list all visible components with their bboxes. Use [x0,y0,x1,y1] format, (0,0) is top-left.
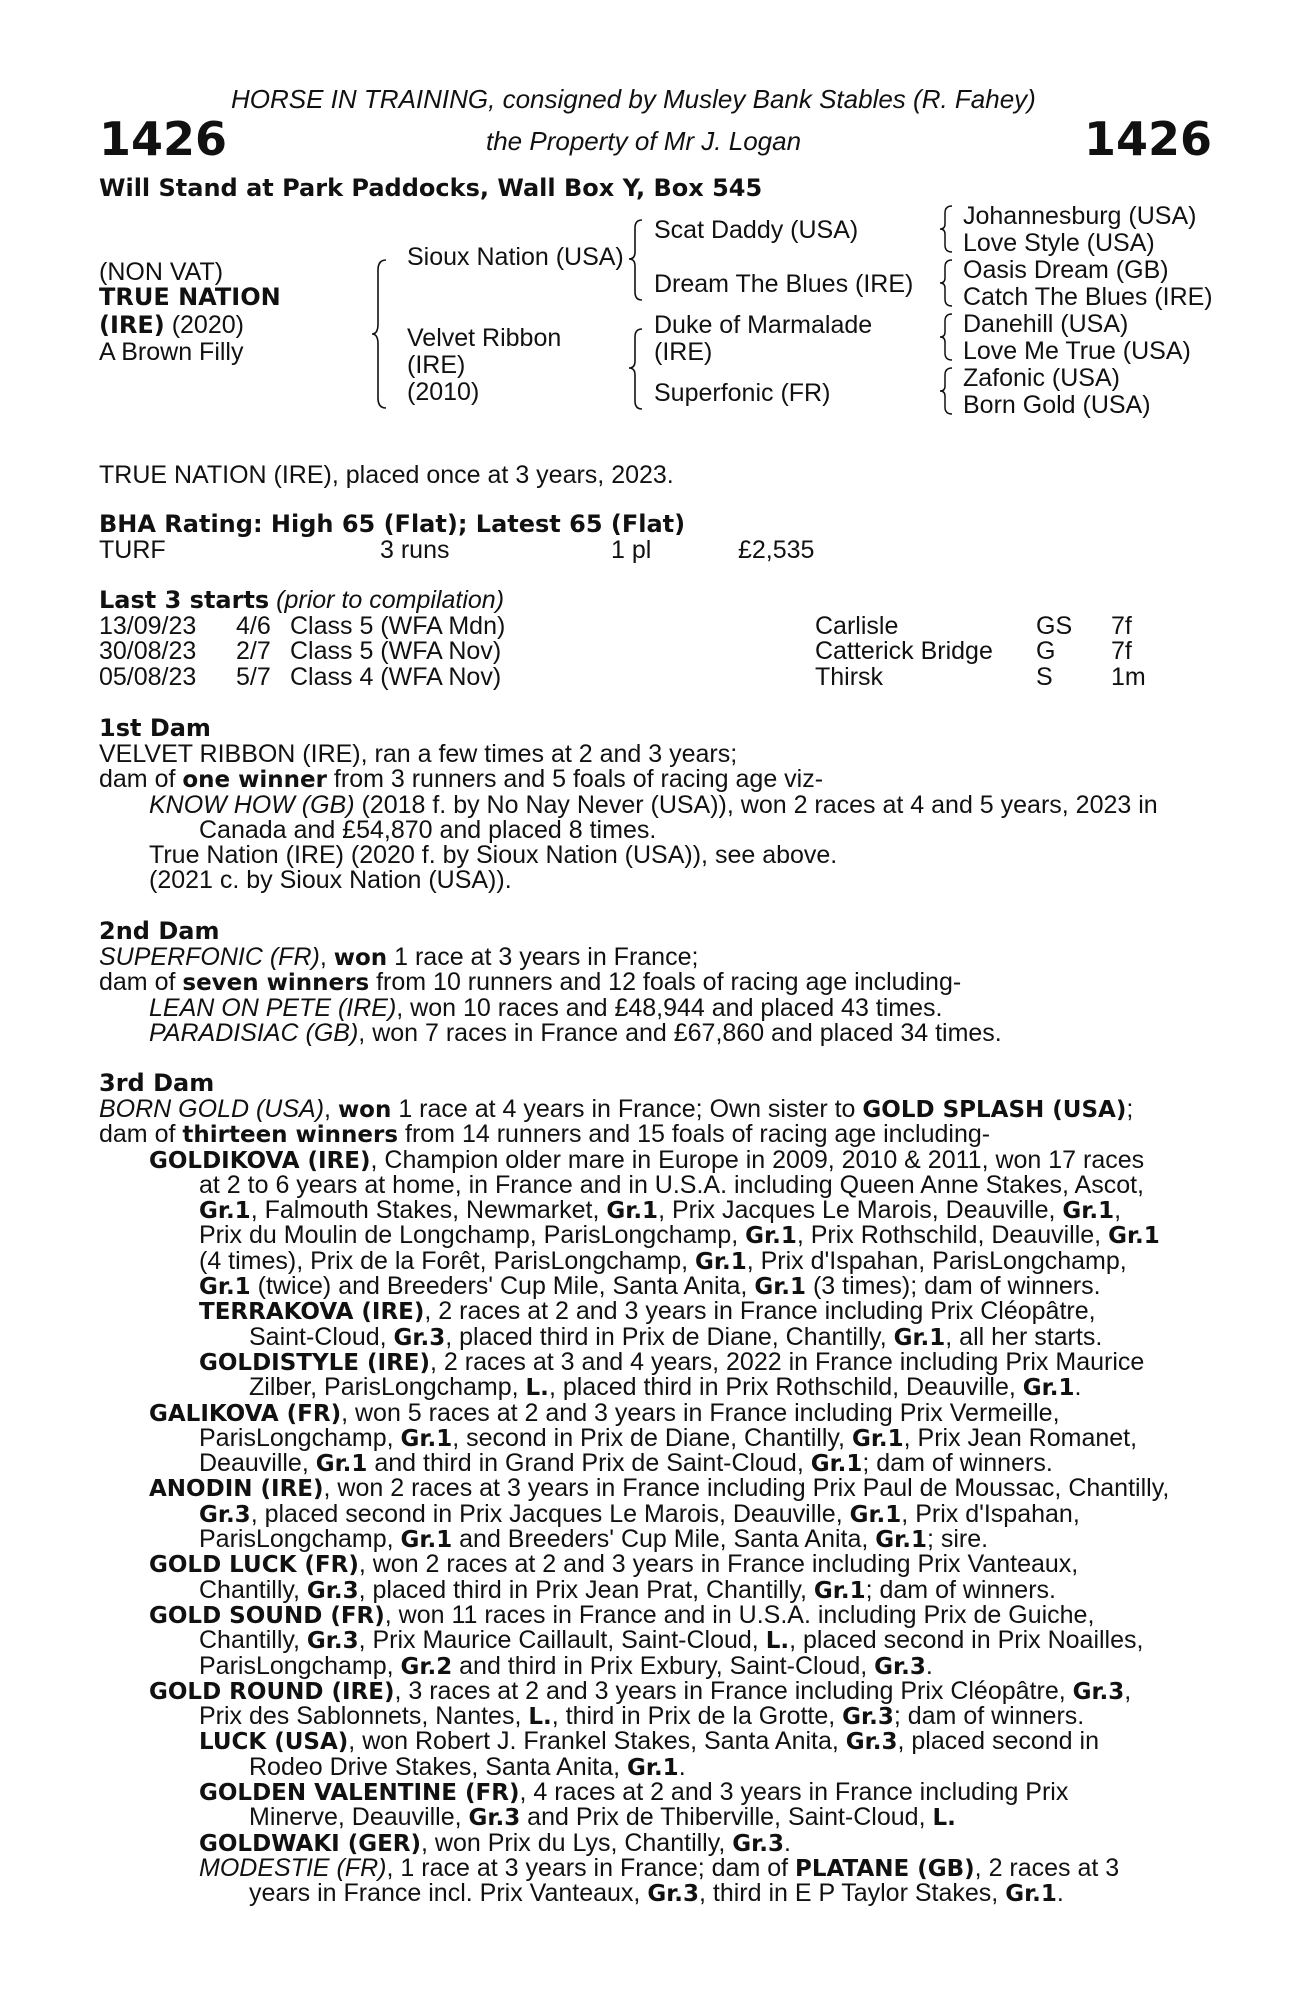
produce-anodin: ANODIN (IRE), won 2 races at 3 years in France including Prix Paul de Moussac, Chantilly, Gr.3, placed second in Prix Jacques Le Marois, Deauville, Gr.1, Prix d'Ispahan, ParisLongchamp, Gr.1 and Breeders' Cup Mile, Santa Anita, Gr.1; sire. [149,1474,1170,1554]
pedigree-brace-3c [938,312,954,362]
pedigree-ddd: Born Gold (USA) [963,391,1151,419]
dam1-produce: KNOW HOW (GB) (2018 f. by No Nay Never (USA)), won 2 races at 4 and 5 years, 2023 in Canada and £54,870 and placed 8 times. True Nation (IRE) (2020 f. by Sioux Nation (USA)), see above. (2021 c. by Sioux Nation (USA)). [149,793,1209,894]
start-position: 4/6 [236,612,271,640]
pedigree-sdd: Catch The Blues (IRE) [963,283,1213,311]
dam1-line2: dam of one winner from 3 runners and 5 foals of racing age viz- [99,765,824,794]
pedigree-dam-sire-line2: (IRE) [654,338,713,366]
pedigree-brace-main [370,258,390,410]
pedigree-brace-3b [938,258,954,308]
start-going: S [1036,662,1053,691]
dam1-produce-2: True Nation (IRE) (2020 f. by Sioux Nation (USA)), see above. [149,841,838,870]
dam2-produce-1: LEAN ON PETE (IRE), won 10 races and £48,944 and placed 43 times. [149,993,943,1022]
race-summary: TRUE NATION (IRE), placed once at 3 years, 2023. [99,461,674,489]
start-class: Class 5 (WFA Mdn) [290,612,506,640]
pedigree-brace-3a [938,204,954,254]
start-going: G [1036,637,1056,666]
produce-luck: LUCK (USA), won Robert J. Frankel Stakes, Santa Anita, Gr.3, placed second in Rodeo Drive Stakes, Santa Anita, Gr.1. [199,1727,1099,1781]
start-position: 5/7 [236,662,271,691]
pedigree-dam-dam: Superfonic (FR) [654,379,831,407]
start-date: 13/09/23 [99,612,197,640]
pedigree-sire: Sioux Nation (USA) [407,243,624,271]
rating-runs: 3 runs [380,536,450,564]
dam3-title: 3rd Dam [99,1069,215,1097]
dam1-line1: VELVET RIBBON (IRE), ran a few times at 2 and 3 years; [99,740,738,768]
property-line: the Property of Mr J. Logan [486,126,802,156]
produce-goldistyle: GOLDISTYLE (IRE), 2 races at 3 and 4 years, 2022 in France including Prix Maurice Zilber, ParisLongchamp, L., placed third in Prix Rothschild, Deauville, Gr.1. [199,1347,1145,1402]
dam3-section [99,1097,1209,1148]
rating-surface: TURF [99,536,166,564]
rating-prize: £2,535 [738,536,815,564]
start-course: Carlisle [815,612,899,640]
produce-galikova: GALIKOVA (FR), won 5 races at 2 and 3 years in France including Prix Vermeille, ParisLongchamp, Gr.1, second in Prix de Diane, Chantilly, Gr.1, Prix Jean Romanet, Deauville, Gr.1 and third in Grand Prix de Saint-Cloud, Gr.1; dam of winners. [149,1398,1138,1478]
dam2-produce-2: PARADISIAC (GB), won 7 races in France and £67,860 and placed 34 times. [149,1018,1002,1047]
pedigree-dam-sire-line1: Duke of Marmalade [654,311,873,339]
dam3-line2: dam of thirteen winners from 14 runners and 15 foals of racing age including- [99,1120,991,1149]
dam3-produce [149,1145,1209,1908]
horse-name: TRUE NATION [99,283,281,311]
lot-number-right: 1426 [1084,112,1213,166]
start-going: GS [1036,612,1073,640]
dam3-line1: BORN GOLD (USA), won 1 race at 4 years in France; Own sister to GOLD SPLASH (USA); [99,1095,1134,1123]
start-distance: 7f [1111,637,1132,666]
pedigree-brace-sire [627,218,645,302]
pedigree-dss: Danehill (USA) [963,310,1129,338]
produce-goldwaki: GOLDWAKI (GER), won Prix du Lys, Chantilly, Gr.3. [199,1828,791,1857]
pedigree-sire-sire: Scat Daddy (USA) [654,216,859,244]
pedigree-ssd: Love Style (USA) [963,229,1155,257]
dam1-title: 1st Dam [99,714,211,742]
pedigree-dam-line1: Velvet Ribbon [407,324,562,352]
produce-gold-round: GOLD ROUND (IRE), 3 races at 2 and 3 years in France including Prix Cléopâtre, Gr.3, Prix des Sablonnets, Nantes, L., third in Prix de la Grotte, Gr.3; dam of winners. [149,1676,1132,1731]
pedigree-sds: Oasis Dream (GB) [963,256,1169,284]
pedigree-dam-line3: (2010) [407,378,480,406]
produce-golden-valentine: GOLDEN VALENTINE (FR), 4 races at 2 and 3 years in France including Prix Minerve, Deauville, Gr.3 and Prix de Thiberville, Saint-Cloud, L. [199,1778,1069,1832]
produce-modestie: MODESTIE (FR), 1 race at 3 years in France; dam of PLATANE (GB), 2 races at 3 years in France incl. Prix Vanteaux, Gr.3, third in E P Taylor Stakes, Gr.1. [199,1853,1120,1908]
start-position: 2/7 [236,637,271,666]
pedigree-dsd: Love Me True (USA) [963,337,1191,365]
start-course: Catterick Bridge [815,637,993,666]
produce-goldikova: GOLDIKOVA (IRE), Champion older mare in Europe in 2009, 2010 & 2011, won 17 races at 2 to 6 years at home, in France and in U.S.A. including Queen Anne Stakes, Ascot, Gr.1, Falmouth Stakes, Newmarket, Gr.1, Prix Jacques Le Marois, Deauville, Gr.1, Prix du Moulin de Longchamp, ParisLongchamp, Gr.1, Prix Rothschild, Deauville, Gr.1 (4 times), Prix de la Forêt, ParisLongchamp, Gr.1, Prix d'Ispahan, ParisLongchamp, Gr.1 (twice) and Breeders' Cup Mile, Santa Anita, Gr.1 (3 times); dam of winners. [149,1145,1160,1301]
rating-placed: 1 pl [611,536,652,564]
start-class: Class 4 (WFA Nov) [290,662,502,691]
pedigree-sss: Johannesburg (USA) [963,202,1197,230]
dam2-title: 2nd Dam [99,917,220,945]
dam1-produce-3: (2021 c. by Sioux Nation (USA)). [149,866,512,895]
dam1-section [99,742,1209,793]
stand-location: Will Stand at Park Paddocks, Wall Box Y, Box 545 [99,174,763,202]
pedigree-sire-dam: Dream The Blues (IRE) [654,270,914,298]
dam2-line1: SUPERFONIC (FR), won 1 race at 3 years in France; [99,943,699,971]
horse-origin-year: (IRE) (2020) [99,311,244,339]
start-date: 05/08/23 [99,662,197,691]
start-course: Thirsk [815,662,884,691]
start-class: Class 5 (WFA Nov) [290,637,502,666]
lot-number-left: 1426 [99,112,228,166]
start-distance: 7f [1111,612,1132,640]
vat-status: (NON VAT) [99,258,224,286]
produce-gold-sound: GOLD SOUND (FR), won 11 races in France and in U.S.A. including Prix de Guiche, Chantilly, Gr.3, Prix Maurice Caillault, Saint-Cloud, L., placed second in Prix Noailles, ParisLongchamp, Gr.2 and third in Prix Exbury, Saint-Cloud, Gr.3. [149,1600,1144,1680]
last-starts-title: Last 3 starts (prior to compilation) [99,586,505,614]
dam1-produce-1: KNOW HOW (GB) (2018 f. by No Nay Never (USA)), won 2 races at 4 and 5 years, 2023 in [149,790,1158,819]
pedigree-dam-line2: (IRE) [407,351,466,379]
start-date: 30/08/23 [99,637,197,666]
produce-terrakova: TERRAKOVA (IRE), 2 races at 2 and 3 years in France including Prix Cléopâtre, Saint-Cloud, Gr.3, placed third in Prix de Diane, Chantilly, Gr.1, all her starts. [199,1297,1103,1351]
dam2-produce [149,993,1209,1047]
pedigree-brace-dam [627,327,645,411]
produce-gold-luck: GOLD LUCK (FR), won 2 races at 2 and 3 years in France including Prix Vanteaux, Chantilly, Gr.3, placed third in Prix Jean Prat, Chantilly, Gr.1; dam of winners. [149,1550,1079,1604]
bha-rating: BHA Rating: High 65 (Flat); Latest 65 (Flat) [99,510,686,538]
dam2-line2: dam of seven winners from 10 runners and 12 foals of racing age including- [99,968,962,997]
start-distance: 1m [1111,662,1146,691]
pedigree-brace-3d [938,366,954,416]
pedigree-dds: Zafonic (USA) [963,364,1120,392]
consignor-line: HORSE IN TRAINING, consigned by Musley Bank Stables (R. Fahey) [231,84,1036,114]
horse-description: A Brown Filly [99,338,244,366]
dam2-section [99,945,1209,996]
